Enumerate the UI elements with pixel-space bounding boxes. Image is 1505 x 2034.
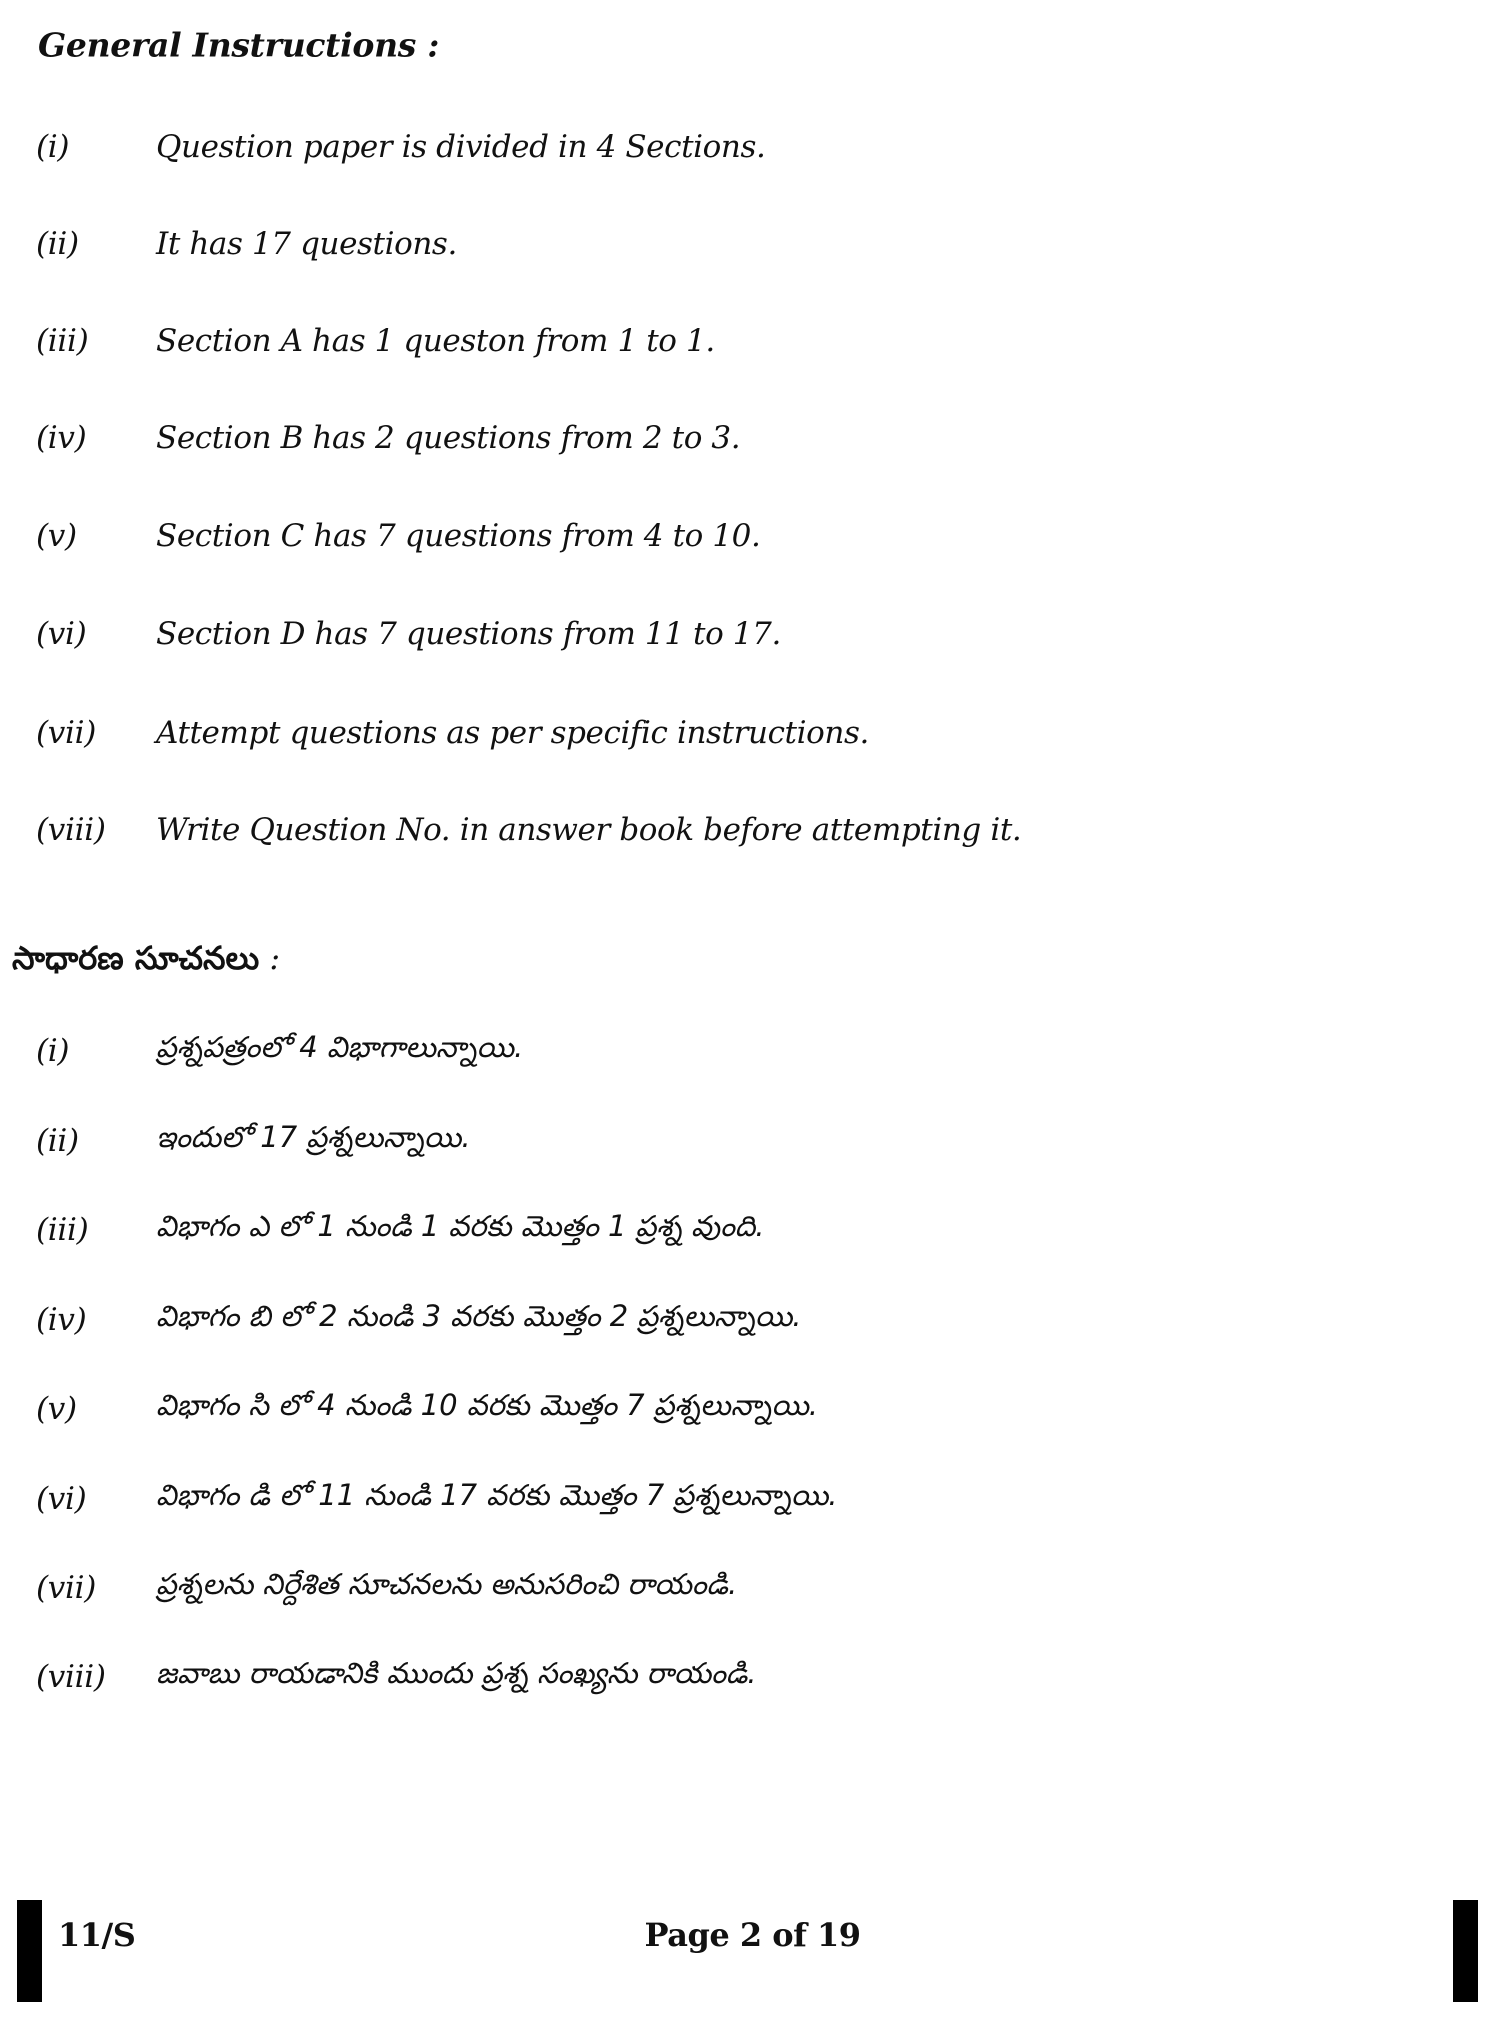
item-number: (iii)	[36, 1212, 89, 1248]
item-number: (v)	[36, 518, 77, 554]
item-number: (i)	[36, 1033, 70, 1069]
item-text: Question paper is divided in 4 Sections.	[156, 129, 766, 165]
instruction-item	[0, 514, 1300, 558]
instruction-item	[0, 416, 1300, 460]
item-text: Section C has 7 questions from 4 to 10.	[156, 518, 761, 554]
item-text: ప్రశ్నపత్రంలో 4 విభాగాలున్నాయి.	[156, 1030, 524, 1064]
item-text: Write Question No. in answer book before attempting it.	[156, 812, 1022, 848]
instruction-item	[0, 1208, 1300, 1252]
item-text: Section A has 1 queston from 1 to 1.	[156, 323, 715, 359]
item-number: (v)	[36, 1391, 77, 1427]
item-number: (iv)	[36, 420, 87, 456]
instruction-item	[0, 1298, 1300, 1342]
footer-right-bar	[1453, 1900, 1478, 2002]
instruction-item	[0, 125, 1300, 169]
item-text: విభాగం బి లో 2 నుండి 3 వరకు మొత్తం 2 ప్రశ్నలున్నాయి.	[156, 1299, 802, 1333]
item-text: విభాగం డి లో 11 నుండి 17 వరకు మొత్తం 7 ప్రశ్నలున్నాయి.	[156, 1478, 838, 1512]
instruction-item	[0, 1655, 1300, 1699]
item-number: (vi)	[36, 616, 87, 652]
telugu-instructions-heading	[12, 939, 280, 985]
item-text: Section D has 7 questions from 11 to 17.	[156, 616, 781, 652]
item-number: (vii)	[36, 715, 97, 751]
instruction-item	[0, 612, 1300, 656]
item-text: జవాబు రాయడానికి ముందు ప్రశ్న సంఖ్యను రాయండి.	[156, 1656, 757, 1690]
item-text: ఇందులో 17 ప్రశ్నలున్నాయి.	[156, 1120, 471, 1154]
item-text: Section B has 2 questions from 2 to 3.	[156, 420, 741, 456]
instruction-item	[0, 1387, 1300, 1431]
paper-code: 11/S	[58, 1916, 136, 1954]
item-text: ప్రశ్నలను నిర్దేశిత సూచనలను అనుసరించి రాయండి.	[156, 1567, 738, 1601]
item-number: (viii)	[36, 812, 106, 848]
item-number: (viii)	[36, 1659, 106, 1695]
item-text: విభాగం ఎ లో 1 నుండి 1 వరకు మొత్తం 1 ప్రశ్న వుంది.	[156, 1209, 765, 1243]
item-text: It has 17 questions.	[156, 226, 457, 262]
item-number: (iv)	[36, 1302, 87, 1338]
instruction-item	[0, 1477, 1300, 1521]
item-number: (vii)	[36, 1570, 97, 1606]
instruction-item	[0, 808, 1300, 852]
telugu-heading-text: సాధారణ సూచనలు	[12, 939, 260, 977]
item-text: Attempt questions as per specific instructions.	[156, 715, 869, 751]
instruction-item	[0, 711, 1300, 755]
instruction-item	[0, 1566, 1300, 1610]
instruction-item	[0, 319, 1300, 363]
page-number: Page 2 of 19	[644, 1916, 861, 1954]
item-text: విభాగం సి లో 4 నుండి 10 వరకు మొత్తం 7 ప్రశ్నలున్నాయి.	[156, 1388, 818, 1422]
item-number: (vi)	[36, 1481, 87, 1517]
general-instructions-heading: General Instructions :	[38, 25, 440, 65]
instruction-item	[0, 1119, 1300, 1163]
telugu-heading-colon: :	[259, 939, 281, 977]
item-number: (ii)	[36, 226, 79, 262]
item-number: (ii)	[36, 1123, 79, 1159]
item-number: (i)	[36, 129, 70, 165]
instruction-item	[0, 222, 1300, 266]
item-number: (iii)	[36, 323, 89, 359]
instruction-item	[0, 1029, 1300, 1073]
